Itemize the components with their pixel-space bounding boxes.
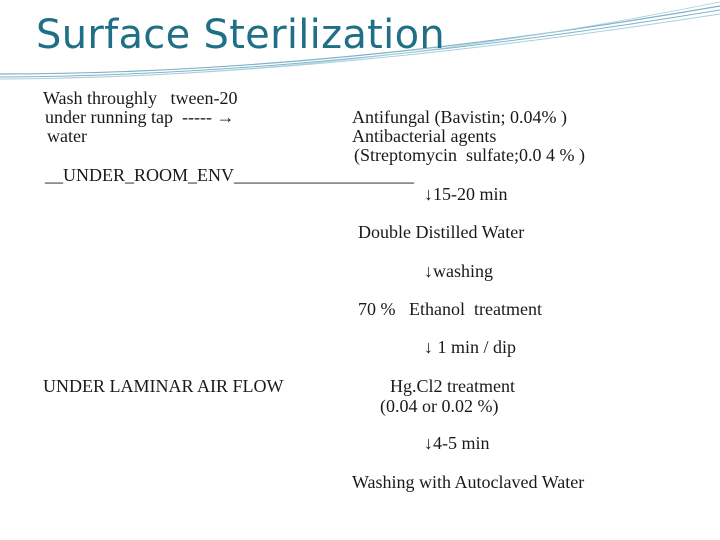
wash-line-1: Wash throughly tween-20 (43, 88, 238, 108)
washing-step: ↓washing (424, 261, 493, 281)
double-distilled-water: Double Distilled Water (358, 222, 525, 242)
step2-duration: ↓ 1 min / dip (424, 337, 517, 357)
step3-duration: ↓4-5 min (424, 433, 490, 453)
wash-line-2 (45, 108, 234, 127)
streptomycin-label: (Streptomycin sulfate;0.0 4 % ) (354, 145, 585, 165)
right-arrow-icon: → (216, 107, 235, 127)
hgcl2-concentration: (0.04 or 0.02 %) (380, 396, 499, 416)
antibacterial-label: Antibacterial agents (352, 126, 497, 146)
hgcl2-treatment: Hg.Cl2 treatment (390, 376, 515, 396)
laminar-air-flow-label: UNDER LAMINAR AIR FLOW (43, 376, 284, 396)
step1-duration: ↓15-20 min (424, 184, 508, 204)
ethanol-treatment: 70 % Ethanol treatment (358, 299, 542, 319)
slide-title: Surface Sterilization (36, 12, 445, 58)
autoclaved-water-wash: Washing with Autoclaved Water (352, 472, 585, 492)
wash-line-2-text: under running tap ----- (45, 107, 212, 127)
wash-line-3: water (47, 126, 87, 146)
under-room-env-label: __UNDER_ROOM_ENV____________________ (45, 165, 414, 185)
antifungal-label: Antifungal (Bavistin; 0.04% ) (352, 107, 567, 127)
